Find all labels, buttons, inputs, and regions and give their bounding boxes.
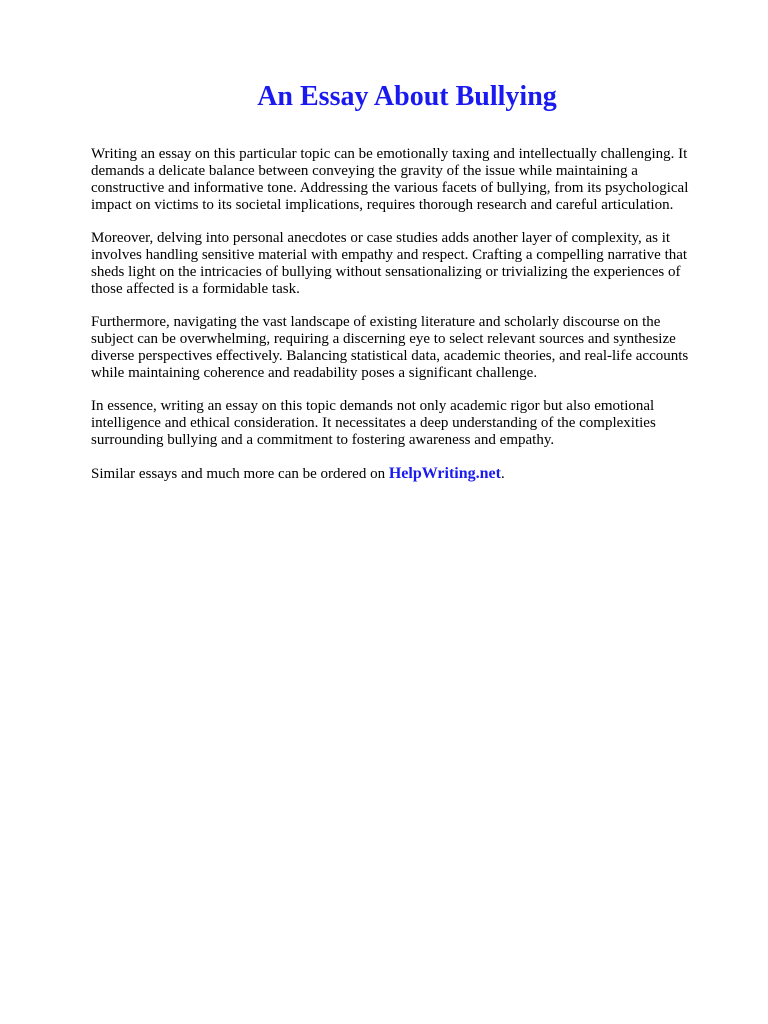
paragraph-4	[91, 398, 721, 449]
paragraph-line: diverse perspectives effectively. Balancing statistical data, academic theories, and real-life accounts	[91, 348, 689, 364]
paragraph-line: Furthermore, navigating the vast landscape of existing literature and scholarly discourse on the	[91, 314, 661, 330]
paragraph-1	[91, 146, 721, 214]
closing-line	[91, 465, 721, 483]
paragraph-line: while maintaining coherence and readability poses a significant challenge.	[91, 365, 538, 381]
paragraph-3	[91, 314, 721, 382]
paragraph-2	[91, 230, 721, 298]
paragraph-line: subject can be overwhelming, requiring a discerning eye to select relevant sources and synthesize	[91, 331, 676, 347]
document-body	[91, 146, 721, 483]
closing-suffix: .	[500, 466, 505, 482]
paragraph-line: Writing an essay on this particular topic can be emotionally taxing and intellectually challenging. It	[91, 146, 688, 162]
paragraph-line: intelligence and ethical consideration. It necessitates a deep understanding of the complexities	[91, 415, 656, 431]
paragraph-line: sheds light on the intricacies of bullying without sensationalizing or trivializing the experiences of	[91, 264, 681, 280]
paragraph-line: involves handling sensitive material with empathy and respect. Crafting a compelling narrative that	[91, 247, 688, 263]
paragraph-line: constructive and informative tone. Addressing the various facets of bullying, from its psychological	[91, 180, 689, 196]
helpwriting-link[interactable]: HelpWriting.net	[388, 465, 501, 482]
paragraph-line: surrounding bullying and a commitment to fostering awareness and empathy.	[91, 432, 555, 448]
paragraph-line: those affected is a formidable task.	[91, 281, 300, 297]
paragraph-line: Moreover, delving into personal anecdotes or case studies adds another layer of complexity, as it	[91, 230, 671, 246]
paragraph-line: demands a delicate balance between conveying the gravity of the issue while maintaining a	[91, 163, 638, 179]
closing-prefix: Similar essays and much more can be ordered on	[91, 466, 389, 482]
paragraph-line: In essence, writing an essay on this topic demands not only academic rigor but also emotional	[91, 398, 655, 414]
paragraph-line: impact on victims to its societal implications, requires thorough research and careful articulation.	[91, 197, 674, 213]
document-title: An Essay About Bullying	[257, 81, 557, 112]
